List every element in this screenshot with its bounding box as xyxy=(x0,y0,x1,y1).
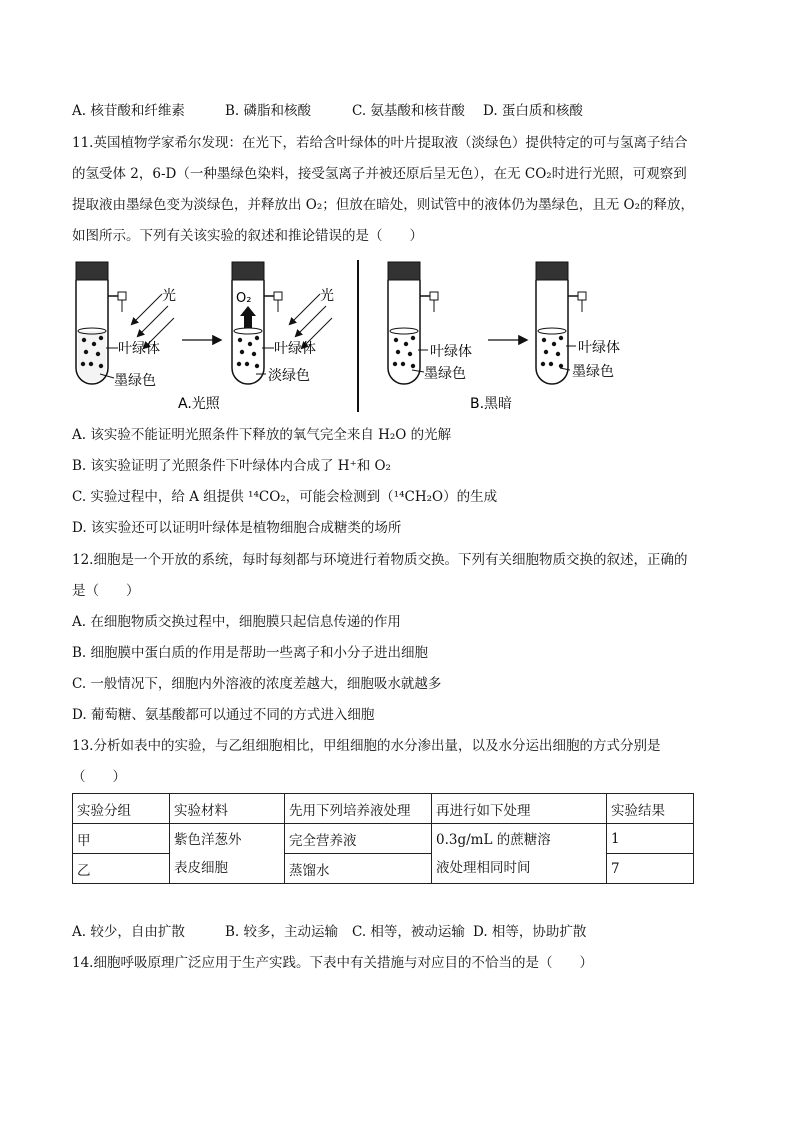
q11-option-c: C. 实验过程中，给 A 组提供 ¹⁴CO₂，可能会检测到（¹⁴CH₂O）的生成 xyxy=(72,489,498,505)
chloroplast-label-2: 叶绿体 xyxy=(274,341,316,357)
q10-option-d: D. 蛋白质和核酸 xyxy=(483,103,583,119)
chloroplast-label-1: 叶绿体 xyxy=(118,341,160,357)
table-header: 先用下列培养液处理 xyxy=(285,794,432,824)
group-cell: 乙 xyxy=(73,854,170,884)
q11-option-b: B. 该实验证明了光照条件下叶绿体内合成了 H⁺和 O₂ xyxy=(72,458,391,474)
light-green-label: 淡绿色 xyxy=(268,368,310,384)
dark-green-label-3: 墨绿色 xyxy=(572,364,614,380)
table-header: 实验分组 xyxy=(73,794,170,824)
medium-cell: 完全营养液 xyxy=(285,824,432,854)
q10-option-b: B. 磷脂和核酸 xyxy=(225,103,312,119)
table-header: 再进行如下处理 xyxy=(432,794,607,824)
caption-b: B.黑暗 xyxy=(470,396,513,412)
q13-stem-line-1: 13.分析如表中的实验，与乙组细胞相比，甲组细胞的水分渗出量，以及水分运出细胞的方式分别是 xyxy=(72,738,661,754)
medium-cell: 蒸馏水 xyxy=(285,854,432,884)
table-header: 实验材料 xyxy=(170,794,285,824)
q12-option-d: D. 葡萄糖、氨基酸都可以通过不同的方式进入细胞 xyxy=(72,707,375,723)
light-label-a: 光 xyxy=(162,288,176,304)
q13-option-a: A. 较少，自由扩散 xyxy=(72,924,185,940)
treatment-cell xyxy=(432,824,607,884)
q11-stem-line-2: 的氢受体 2，6-D（一种墨绿色染料，接受氢离子并被还原后呈无色），在无 CO₂时进行光照，可观察到 xyxy=(72,166,687,182)
o2-label: O₂ xyxy=(236,291,252,306)
q11-stem-line-4: 如图所示。下列有关该实验的叙述和推论错误的是（ ） xyxy=(72,228,423,244)
tube-a-before xyxy=(76,262,126,384)
q12-option-c: C. 一般情况下，细胞内外溶液的浓度差越大，细胞吸水就越多 xyxy=(72,676,442,692)
treatment-line-1: 0.3g/mL 的蔗糖溶 xyxy=(436,831,551,848)
material-cell xyxy=(170,824,285,884)
q12-option-b: B. 细胞膜中蛋白质的作用是帮助一些离子和小分子进出细胞 xyxy=(72,645,429,661)
result-cell: 7 xyxy=(607,854,694,884)
material-line-1: 紫色洋葱外 xyxy=(174,831,242,848)
q13-option-b: B. 较多，主动运输 xyxy=(225,924,339,940)
caption-a: A.光照 xyxy=(178,396,220,412)
q14-stem: 14.细胞呼吸原理广泛应用于生产实践。下表中有关措施与对应目的不恰当的是（ ） xyxy=(72,955,593,971)
dark-green-label-2: 墨绿色 xyxy=(424,366,466,382)
q12-stem-line-1: 12.细胞是一个开放的系统，每时每刻都与环境进行着物质交换。下列有关细胞物质交换的叙述，正确的 xyxy=(72,552,688,568)
q13-option-d: D. 相等，协助扩散 xyxy=(473,924,587,940)
q13-table xyxy=(72,793,694,884)
q11-option-a: A. 该实验不能证明光照条件下释放的氧气完全来自 H₂O 的光解 xyxy=(72,427,452,443)
material-line-2: 表皮细胞 xyxy=(174,859,228,876)
chloroplast-label-3: 叶绿体 xyxy=(430,344,472,360)
table-row xyxy=(73,824,694,854)
q12-stem-line-2: 是（ ） xyxy=(72,583,140,599)
group-cell: 甲 xyxy=(73,824,170,854)
treatment-line-2: 液处理相同时间 xyxy=(436,859,531,876)
chloroplast-label-4: 叶绿体 xyxy=(578,340,620,356)
light-label-b: 光 xyxy=(320,288,334,304)
q11-figure xyxy=(70,256,670,416)
table-header: 实验结果 xyxy=(607,794,694,824)
q13-stem-line-2: （ ） xyxy=(72,769,126,785)
q11-stem-line-3: 提取液由墨绿色变为淡绿色，并释放出 O₂；但放在暗处，则试管中的液体仍为墨绿色，且无 O₂的释放， xyxy=(72,197,695,213)
table-header-row xyxy=(73,794,694,824)
result-cell: 1 xyxy=(607,824,694,854)
q12-option-a: A. 在细胞物质交换过程中，细胞膜只起信息传递的作用 xyxy=(72,614,401,630)
q10-option-c: C. 氨基酸和核苷酸 xyxy=(352,103,465,119)
q10-options xyxy=(72,101,583,121)
q11-option-d: D. 该实验还可以证明叶绿体是植物细胞合成糖类的场所 xyxy=(72,520,402,536)
o2-up-arrow xyxy=(240,306,256,328)
q13-options xyxy=(72,922,586,942)
q13-option-c: C. 相等，被动运输 xyxy=(352,924,465,940)
tube-a-after xyxy=(232,262,282,384)
dark-green-label-1: 墨绿色 xyxy=(114,373,156,389)
q10-option-a: A. 核苷酸和纤维素 xyxy=(72,103,185,119)
q11-stem-line-1: 11.英国植物学家希尔发现：在光下，若给含叶绿体的叶片提取液（淡绿色）提供特定的可与氢离子结合 xyxy=(72,135,688,151)
